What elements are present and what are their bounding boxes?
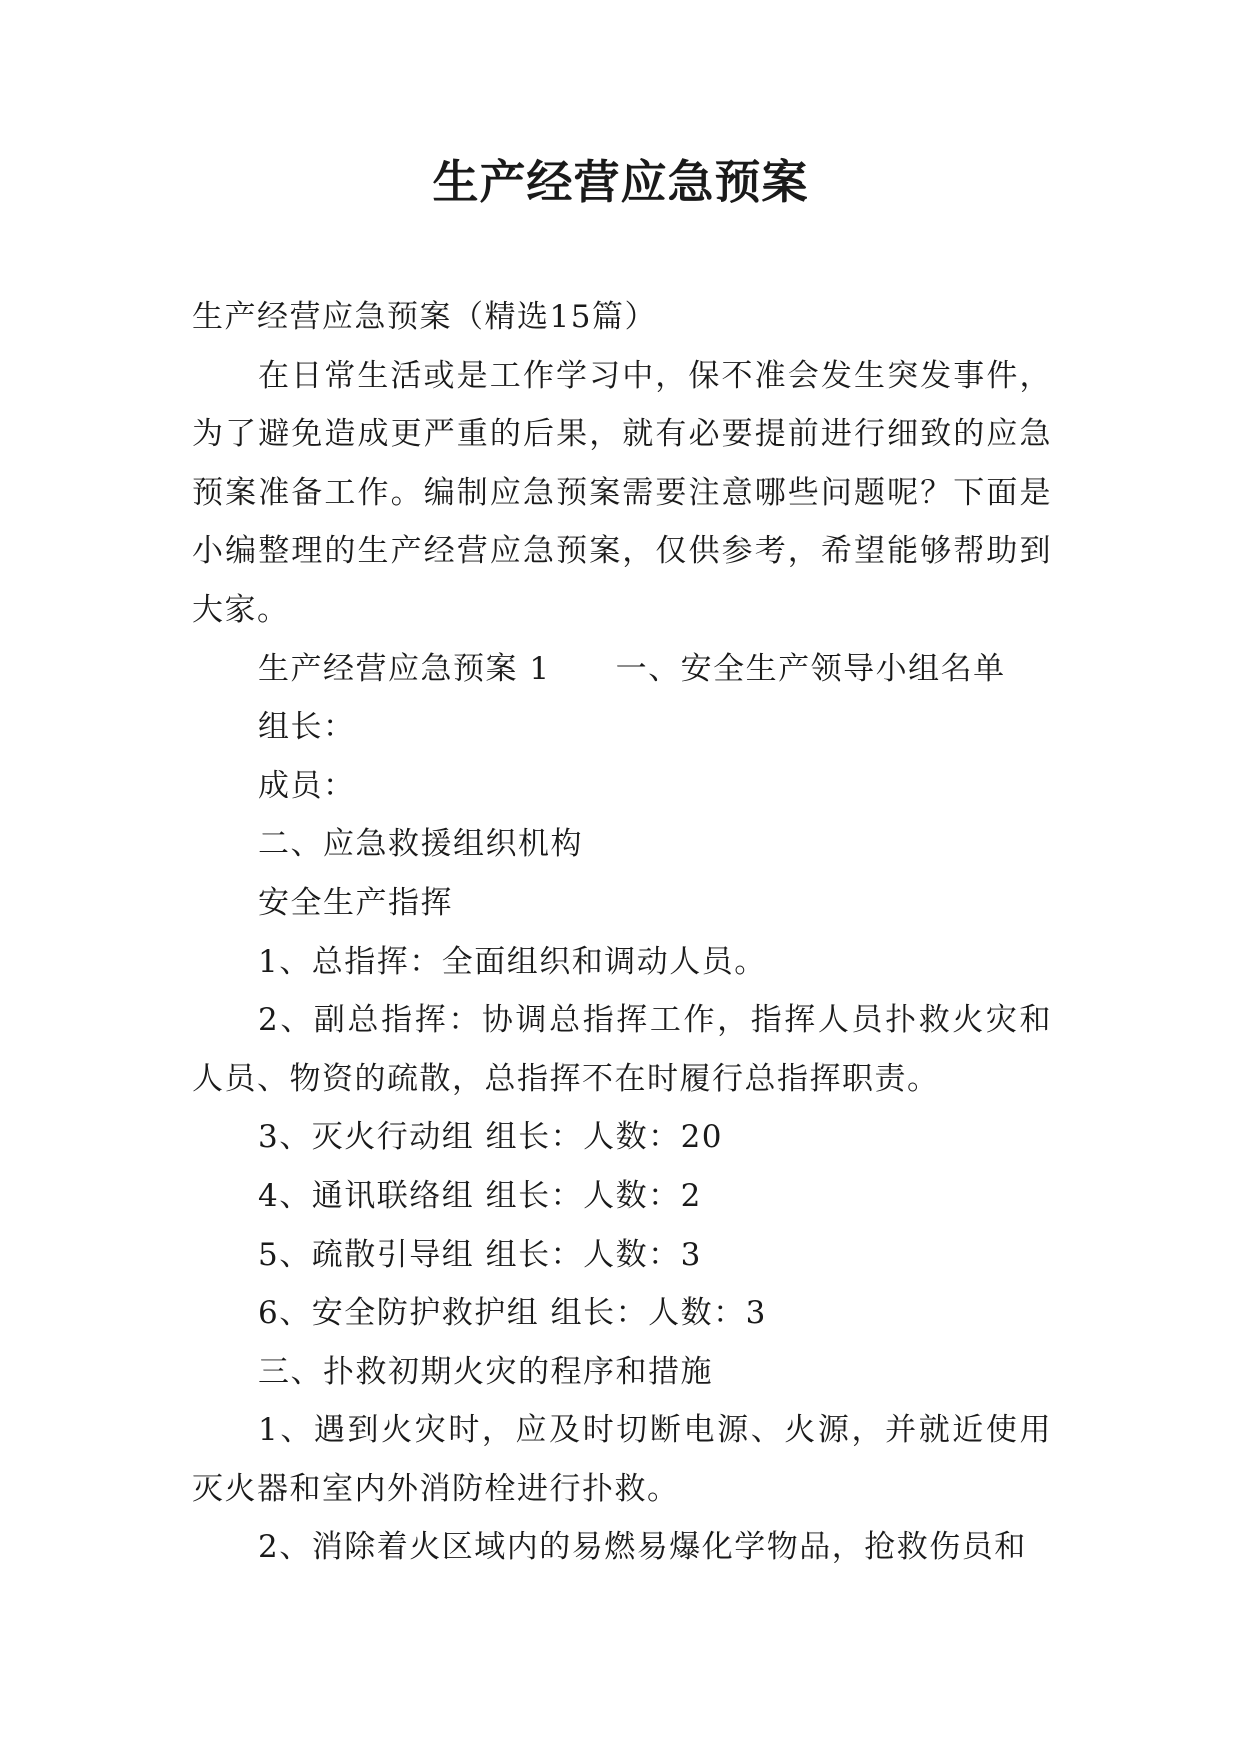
list-item-commander: 1、总指挥：全面组织和调动人员。 — [258, 943, 767, 980]
members-line: 成员： — [258, 767, 356, 804]
subtitle-paragraph: 生产经营应急预案（精选15篇） — [192, 299, 657, 335]
section-heading-procedures: 三、扑救初期火灾的程序和措施 — [258, 1353, 713, 1390]
leader-line: 组长： — [258, 709, 356, 746]
section-heading-plan-1: 生产经营应急预案 1 一、安全生产领导小组名单 — [258, 650, 1006, 687]
procedure-item-2: 2、消除着火区域内的易燃易爆化学物品，抢救伤员和 — [258, 1529, 1027, 1566]
list-item-protection-group: 6、安全防护救护组 组长：人数：3 — [258, 1295, 767, 1332]
list-item-firefighting-group: 3、灭火行动组 组长：人数：20 — [258, 1119, 724, 1156]
document-title: 生产经营应急预案 — [432, 155, 809, 209]
procedure-item-1: 1、遇到火灾时，应及时切断电源、火源，并就近使用灭火器和室内外消防栓进行扑救。 — [192, 1412, 1052, 1507]
command-line: 安全生产指挥 — [258, 884, 453, 921]
list-item-evacuation-group: 5、疏散引导组 组长：人数：3 — [258, 1236, 702, 1273]
list-item-communication-group: 4、通讯联络组 组长：人数：2 — [258, 1177, 702, 1214]
intro-paragraph: 在日常生活或是工作学习中，保不准会发生突发事件，为了避免造成更严重的后果，就有必要提前进行细致的应急预案准备工作。编制应急预案需要注意哪些问题呢？下面是小编整理的生产经营应急预案，仅供参考，希望能够帮助到大家。 — [192, 357, 1052, 628]
list-item-deputy-commander: 2、副总指挥：协调总指挥工作，指挥人员扑救火灾和人员、物资的疏散，总指挥不在时履行总指挥职责。 — [192, 1002, 1052, 1097]
document-body — [192, 288, 1052, 1577]
section-heading-organization: 二、应急救援组织机构 — [258, 826, 583, 863]
